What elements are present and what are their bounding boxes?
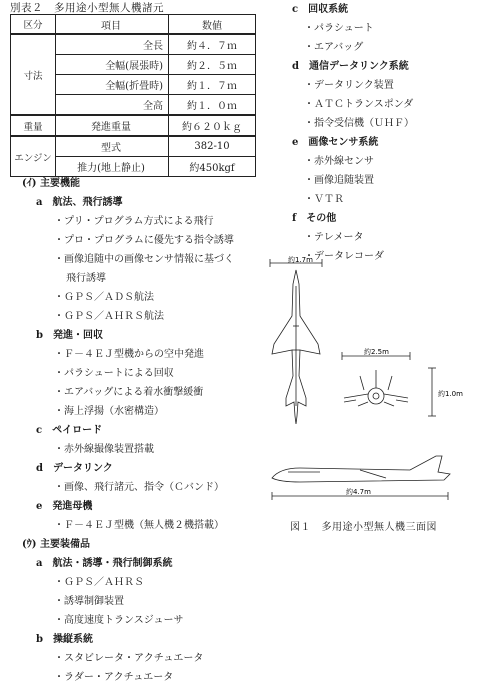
list-item: ・指令受信機（ＵＨＦ） [304,118,414,129]
three-view-drawing [260,256,474,516]
list-item: ・海上浮揚（水密構造） [54,406,164,417]
list-item: ・プリ・プログラム方式による飛行 [54,216,214,227]
list-item: ・スタビレータ・アクチュエータ [54,653,204,664]
list-item: ・パラシュートによる回収 [54,368,174,379]
row-value: 約１．０ｍ [169,95,256,116]
list-item: ・ＡＴＣトランスポンダ [304,99,414,110]
category-weight: 重量 [11,115,56,136]
subsection-heading: c ペイロード [36,425,103,436]
figure-caption: 図１ 多用途小型無人機三面図 [290,522,437,533]
list-item: ・画像追随中の画像センサ情報に基づく [54,254,234,265]
list-item: ・パラシュート [304,23,374,34]
row-value: 382-10 [169,136,256,157]
list-item: ・画像、飛行諸元、指令（Ｃバンド） [54,482,224,493]
list-item: ・ラダー・アクチュエータ [54,672,174,683]
row-item: 推力(地上静止) [56,157,169,177]
row-value: 約６２０ｋｇ [169,115,256,136]
list-item: ・エアバッグによる着水衝撃緩衝 [54,387,204,398]
row-item: 全幅(展張時) [56,55,169,75]
right-list [292,0,414,266]
list-item: ・ＧＰＳ／ＡＨＲＳ [54,577,144,588]
row-value: 約１．７ｍ [169,75,256,95]
subsection-heading: d データリンク [36,463,113,474]
label-top-width: 約1.7m [288,256,313,264]
side-view-outline [272,456,450,482]
table-row [11,136,256,157]
category-engine: エンジン [11,136,56,177]
subsection-heading: d 通信データリンク系統 [292,61,409,72]
list-item: ・高度速度トランスジューサ [54,615,184,626]
header-value: 数値 [169,15,256,35]
label-length: 約4.7m [346,488,371,496]
header-item: 項目 [56,15,169,35]
list-item: ・赤外線センサ [304,156,374,167]
label-height: 約1.0m [438,390,463,398]
row-value: 約４．７ｍ [169,34,256,55]
list-item: ・テレメータ [304,232,364,243]
subsection-heading: f その他 [292,213,337,224]
row-value: 約２．５ｍ [169,55,256,75]
list-item: ・赤外線撮像装置搭載 [54,444,154,455]
subsection-heading: c 回収系統 [292,4,349,15]
left-list [22,174,234,687]
list-item: ・画像追随装置 [304,175,374,186]
subsection-heading: b 操縦系統 [36,634,93,645]
list-item: ・Ｆ－４ＥＪ型機からの空中発進 [54,349,204,360]
row-item: 全長 [56,34,169,55]
drawing-svg [260,256,474,516]
section-heading: (ｳ) 主要装備品 [22,539,90,550]
table-title: 別表２ 多用途小型無人機諸元 [10,2,164,14]
table-row [11,115,256,136]
header-category: 区分 [11,15,56,35]
list-item: ・データリンク装置 [304,80,394,91]
subsection-heading: e 発進母機 [36,501,93,512]
list-item: ・データレコーダ [304,251,384,262]
row-item: 全幅(折畳時) [56,75,169,95]
list-item: ・誘導制御装置 [54,596,124,607]
subsection-heading: b 発進・回収 [36,330,103,341]
list-item: ・ＧＰＳ／ＡＤＳ航法 [54,292,154,303]
subsection-heading: a 航法・誘導・飛行制御系統 [36,558,173,569]
category-dimensions: 寸法 [11,34,56,115]
front-view-fuselage [368,388,384,404]
section-heading: (ｲ) 主要機能 [22,178,80,189]
table-header-row [11,15,256,35]
spec-table [10,14,256,177]
list-item: ・Ｆ－４ＥＪ型機（無人機２機搭載） [54,520,224,531]
list-item: ・ＶＴＲ [304,194,344,205]
list-item: ・エアバッグ [304,42,364,53]
row-item: 型式 [56,136,169,157]
subsection-heading: a 航法、飛行誘導 [36,197,123,208]
label-front-width: 約2.5m [364,348,389,356]
subsection-heading: e 画像センサ系統 [292,137,379,148]
list-item: ・ＧＰＳ／ＡＨＲＳ航法 [54,311,164,322]
row-item: 全高 [56,95,169,116]
row-item: 発進重量 [56,115,169,136]
list-item: ・プロ・プログラムに優先する指令誘導 [54,235,234,246]
list-item: 飛行誘導 [66,273,106,284]
table-row [11,34,256,55]
row-value: 約450kgf [169,157,256,177]
